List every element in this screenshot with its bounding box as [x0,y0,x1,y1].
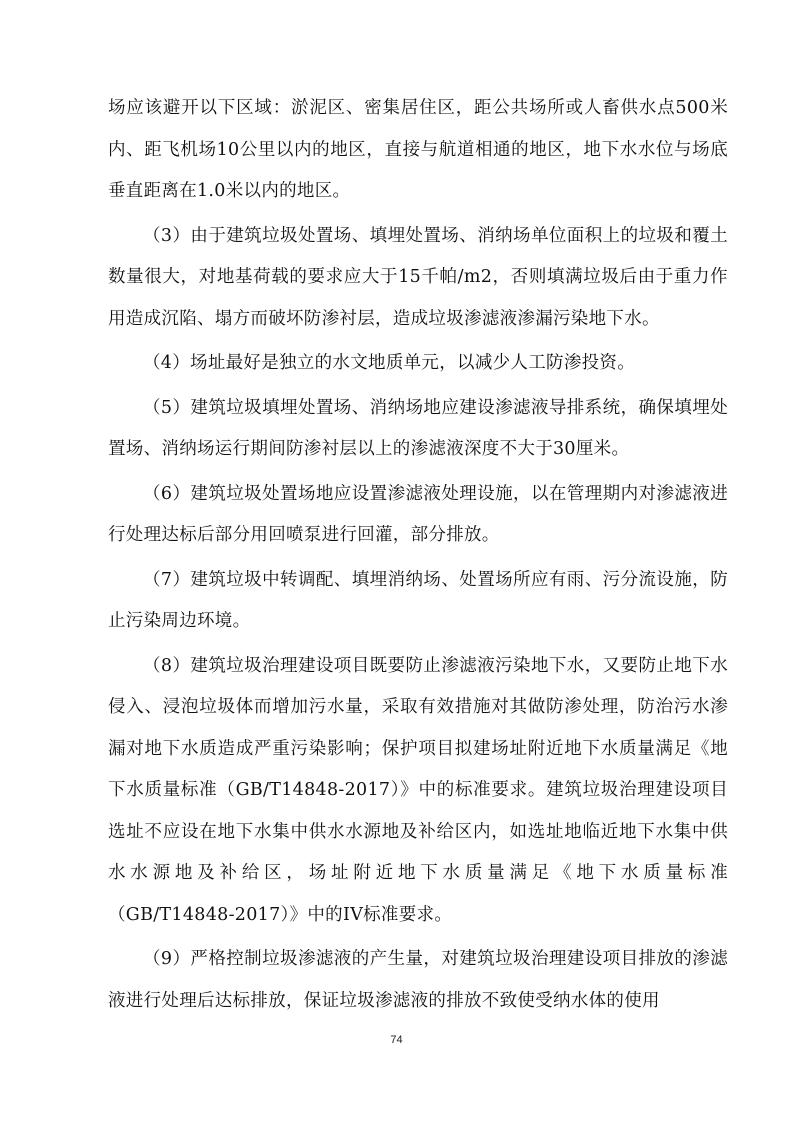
paragraph-item-8: （8）建筑垃圾治理建设项目既要防止渗滤液污染地下水，又要防止地下水侵入、浸泡垃圾体而增加污水量，采取有效措施对其做防渗处理，防治污水渗漏对地下水质造成严重污染影响；保护项目拟建场址附近地下水质量满足《地下水质量标准（GB/T14848-2017）》中的标准要求。建筑垃圾治理建设项目选址不应设在地下水集中供水水源地及补给区内，如选址地临近地下水集中供水水源地及补给区，场址附近地下水质量满足《地下水质量标准（GB/T14848-2017）》中的IV标准要求。 [108,655,728,925]
paragraph-item-6: （6）建筑垃圾处置场地应设置渗滤液处理设施，以在管理期内对渗滤液进行处理达标后部分用回喷泵进行回灌，部分排放。 [108,483,728,545]
page-number: 74 [390,1034,403,1046]
paragraph-item-5: （5）建筑垃圾填埋处置场、消纳场地应建设渗滤液导排系统，确保填埋处置场、消纳场运行期间防渗衬层以上的渗滤液深度不大于30厘米。 [108,397,728,459]
paragraph-item-9: （9）严格控制垃圾渗滤液的产生量，对建筑垃圾治理建设项目排放的渗滤液进行处理后达标排放，保证垃圾渗滤液的排放不致使受纳水体的使用 [108,949,728,1011]
paragraph-item-3: （3）由于建筑垃圾处置场、填埋处置场、消纳场单位面积上的垃圾和覆土数量很大，对地基荷载的要求应大于15千帕/m2，否则填满垃圾后由于重力作用造成沉陷、塌方而破坏防渗衬层，造成垃圾渗滤液渗漏污染地下水。 [108,225,728,329]
paragraph-item-7: （7）建筑垃圾中转调配、填埋消纳场、处置场所应有雨、污分流设施，防止污染周边环境。 [108,569,728,631]
document-body [108,88,728,1025]
paragraph-item-4: （4）场址最好是独立的水文地质单元，以减少人工防渗投资。 [143,353,636,373]
paragraph-continued: 场应该避开以下区域：淤泥区、密集居住区，距公共场所或人畜供水点500米内、距飞机场10公里以内的地区，直接与航道相通的地区，地下水水位与场底垂直距离在1.0米以内的地区。 [108,98,728,201]
